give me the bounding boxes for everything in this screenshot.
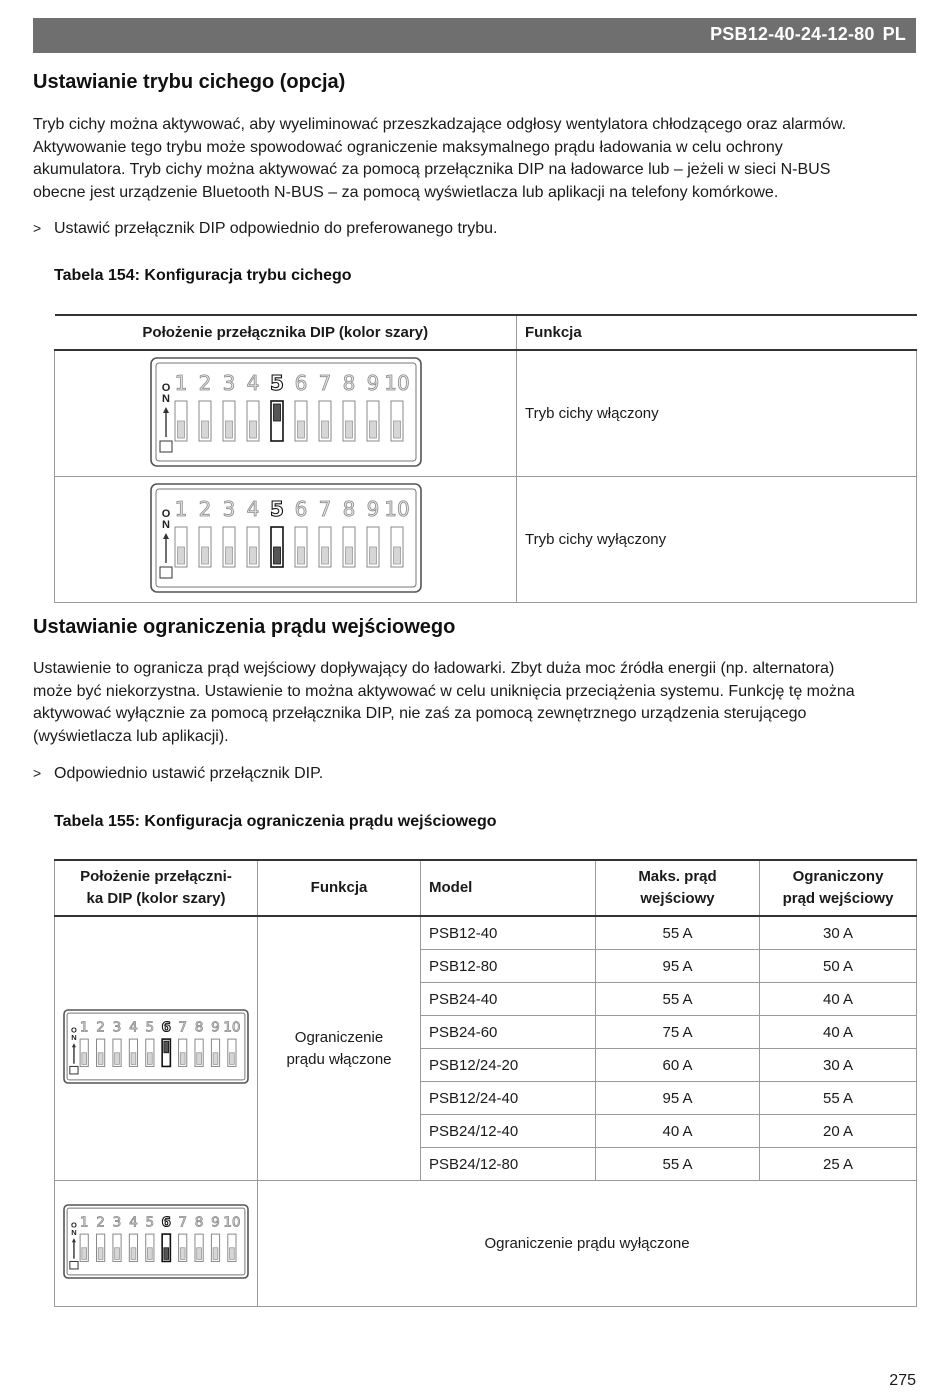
- dip-switch-lever: [98, 1248, 103, 1260]
- dip-reference-box: [70, 1066, 78, 1074]
- limited-current-cell: 20 A: [760, 1115, 917, 1148]
- dip-switch-lever: [164, 1248, 169, 1260]
- dip-on-label-letter: O: [161, 507, 170, 520]
- dip-switch-lever: [180, 1053, 185, 1065]
- dip-number-label: 7: [178, 1214, 188, 1231]
- dip-switch-lever: [345, 547, 352, 564]
- header-line: Ograniczony: [792, 868, 884, 885]
- section1-bullet: [33, 220, 498, 238]
- dip-reference-box: [160, 567, 172, 578]
- table155-caption: Tabela 155: Konfiguracja ograniczenia prądu wejściowego: [54, 813, 497, 830]
- function-cell: Ograniczenie prądu wyłączone: [258, 1181, 917, 1307]
- header-line: prąd wejściowy: [782, 890, 894, 907]
- limited-current-cell: 55 A: [760, 1082, 917, 1115]
- max-current-cell: 75 A: [596, 1016, 760, 1049]
- dip-number-label: 10: [223, 1019, 241, 1036]
- model-cell: PSB24/12-40: [421, 1115, 596, 1148]
- dip-number-label: 4: [129, 1019, 138, 1036]
- dip-switch-lever: [297, 421, 304, 438]
- dip-number-label: 3: [222, 370, 235, 395]
- col-header-dip: Położenie przełącznika DIP (kolor szary): [55, 315, 517, 350]
- dip-on-label-letter: O: [71, 1025, 77, 1035]
- dip-switch-lever: [197, 1053, 202, 1065]
- dip-switch-lever: [230, 1248, 235, 1260]
- col-header-max-current: [596, 860, 760, 916]
- para-line: może być niekorzystna. Ustawienie to można aktywować w celu uniknięcia przeciążenia systemu. Funkcję tę można: [33, 682, 855, 700]
- dip-number-label: 7: [318, 496, 331, 521]
- header-line: Położenie przełączni-: [80, 868, 232, 885]
- dip-number-label: 10: [383, 370, 410, 395]
- dip-switch-diagram: [63, 1009, 249, 1084]
- dip-outer-frame: [64, 1010, 248, 1083]
- dip-switch-lever: [147, 1248, 152, 1260]
- dip-number-label: 7: [318, 370, 331, 395]
- dip-number-label: 9: [366, 370, 379, 395]
- section1-heading: Ustawianie trybu cichego (opcja): [33, 71, 346, 93]
- section2-paragraph: [33, 658, 918, 749]
- table-154: [54, 314, 917, 603]
- dip-number-label: 2: [198, 496, 211, 521]
- model-cell: PSB12-80: [421, 950, 596, 983]
- limited-current-cell: 25 A: [760, 1148, 917, 1181]
- dip-switch-lever: [177, 547, 184, 564]
- para-line: Aktywowanie tego trybu może spowodować ograniczenie maksymalnego prądu ładowania w celu ochrony: [33, 138, 783, 156]
- dip-number-label: 2: [198, 370, 211, 395]
- dip-switch-lever: [369, 547, 376, 564]
- col-header-model: Model: [421, 860, 596, 916]
- dip-switch-lever: [249, 547, 256, 564]
- dip-number-label: 5: [269, 496, 284, 521]
- function-cell: Tryb cichy włączony: [517, 350, 917, 477]
- dip-switch-lever: [273, 547, 280, 564]
- dip-cell: [55, 916, 258, 1181]
- dip-number-label: 8: [194, 1214, 204, 1231]
- model-cell: PSB24/12-80: [421, 1148, 596, 1181]
- dip-switch-lever: [82, 1248, 87, 1260]
- bullet-marker: >: [33, 220, 42, 236]
- para-line: aktywować wyłącznie za pomocą przełącznika DIP, nie zaś za pomocą zewnętrznego urządzenia sterującego: [33, 705, 807, 723]
- dip-number-label: 1: [79, 1214, 89, 1231]
- col-header-function: Funkcja: [517, 315, 917, 350]
- dip-switch-lever: [225, 547, 232, 564]
- dip-switch-lever: [213, 1053, 218, 1065]
- max-current-cell: 40 A: [596, 1115, 760, 1148]
- table-row: [55, 350, 917, 477]
- dip-number-label: 2: [96, 1019, 105, 1036]
- dip-number-label: 4: [246, 370, 259, 395]
- dip-cell: [55, 1181, 258, 1307]
- model-cell: PSB24-60: [421, 1016, 596, 1049]
- dip-switch-lever: [82, 1053, 87, 1065]
- max-current-cell: 95 A: [596, 1082, 760, 1115]
- col-header-function: Funkcja: [258, 860, 421, 916]
- dip-switch-lever: [297, 547, 304, 564]
- dip-switch-lever: [197, 1248, 202, 1260]
- dip-number-label: 8: [342, 370, 355, 395]
- page-number: 275: [889, 1372, 916, 1389]
- dip-on-label-letter: O: [161, 381, 170, 394]
- model-cell: PSB24-40: [421, 983, 596, 1016]
- col-header-dip: [55, 860, 258, 916]
- dip-number-label: 1: [174, 496, 187, 521]
- dip-number-label: 7: [178, 1019, 188, 1036]
- product-name: PSB12-40-24-12-80: [710, 24, 875, 44]
- dip-reference-box: [160, 441, 172, 452]
- max-current-cell: 55 A: [596, 983, 760, 1016]
- dip-number-label: 10: [223, 1214, 241, 1231]
- max-current-cell: 55 A: [596, 1148, 760, 1181]
- dip-outer-frame: [64, 1205, 248, 1278]
- para-line: obecne jest urządzenie Bluetooth N-BUS – za pomocą wyświetlacza lub aplikacji na telefony komórkowe.: [33, 184, 779, 202]
- function-line: prądu włączone: [286, 1050, 392, 1068]
- para-line: akumulatora. Tryb cichy można aktywować za pomocą przełącznika DIP na ładowarce lub – jeżeli w sieci N-BUS: [33, 161, 831, 179]
- dip-switch-lever: [273, 404, 280, 421]
- dip-number-label: 8: [194, 1019, 204, 1036]
- col-header-limited-current: [760, 860, 917, 916]
- section2-bullet: [33, 765, 323, 783]
- dip-number-label: 3: [112, 1214, 122, 1231]
- header-line: Maks. prąd: [638, 868, 717, 885]
- dip-number-label: 5: [269, 370, 284, 395]
- dip-switch-lever: [393, 421, 400, 438]
- dip-number-label: 2: [96, 1214, 105, 1231]
- dip-number-label: 9: [211, 1019, 220, 1036]
- limited-current-cell: 40 A: [760, 983, 917, 1016]
- dip-on-label-letter: N: [71, 1032, 77, 1042]
- dip-switch-lever: [345, 421, 352, 438]
- bullet-marker: >: [33, 765, 42, 781]
- dip-on-label-letter: N: [161, 518, 170, 531]
- dip-number-label: 1: [174, 370, 187, 395]
- dip-switch-lever: [321, 547, 328, 564]
- dip-switch-lever: [164, 1041, 169, 1053]
- dip-on-label-letter: N: [71, 1227, 77, 1237]
- dip-switch-lever: [321, 421, 328, 438]
- model-cell: PSB12/24-20: [421, 1049, 596, 1082]
- para-line: (wyświetlacza lub aplikacji).: [33, 728, 229, 746]
- dip-number-label: 6: [161, 1214, 172, 1231]
- dip-switch-diagram: [150, 483, 422, 593]
- dip-outer-frame: [151, 484, 421, 592]
- language-code: PL: [882, 24, 906, 44]
- para-line: Tryb cichy można aktywować, aby wyeliminować przeszkadzające odgłosy wentylatora chłodzącego oraz alarmów.: [33, 116, 847, 133]
- dip-switch-lever: [230, 1053, 235, 1065]
- header-bar: [33, 18, 916, 53]
- header-title: [710, 24, 906, 45]
- limited-current-cell: 40 A: [760, 1016, 917, 1049]
- dip-switch-lever: [115, 1053, 120, 1065]
- model-cell: PSB12-40: [421, 916, 596, 950]
- dip-switch-lever: [213, 1248, 218, 1260]
- dip-number-label: 9: [366, 496, 379, 521]
- dip-cell: [55, 350, 517, 477]
- function-cell: Tryb cichy wyłączony: [517, 477, 917, 603]
- limited-current-cell: 30 A: [760, 916, 917, 950]
- dip-switch-lever: [177, 421, 184, 438]
- dip-number-label: 8: [342, 496, 355, 521]
- dip-number-label: 1: [79, 1019, 89, 1036]
- section1-paragraph: [33, 114, 918, 205]
- limited-current-cell: 30 A: [760, 1049, 917, 1082]
- dip-switch-lever: [180, 1248, 185, 1260]
- dip-switch-lever: [249, 421, 256, 438]
- dip-switch-lever: [225, 421, 232, 438]
- max-current-cell: 95 A: [596, 950, 760, 983]
- dip-switch-lever: [131, 1053, 136, 1065]
- dip-on-label-letter: N: [161, 392, 170, 405]
- dip-switch-lever: [115, 1248, 120, 1260]
- dip-number-label: 10: [383, 496, 410, 521]
- dip-number-label: 4: [246, 496, 259, 521]
- dip-number-label: 9: [211, 1214, 220, 1231]
- dip-switch-lever: [201, 547, 208, 564]
- model-cell: PSB12/24-40: [421, 1082, 596, 1115]
- section2-heading: Ustawianie ograniczenia prądu wejściowego: [33, 616, 456, 638]
- limited-current-cell: 50 A: [760, 950, 917, 983]
- dip-number-label: 5: [145, 1019, 155, 1036]
- table-row: [55, 916, 917, 950]
- dip-on-label-letter: O: [71, 1220, 77, 1230]
- function-cell: [258, 916, 421, 1181]
- dip-switch-lever: [201, 421, 208, 438]
- bullet-text: Ustawić przełącznik DIP odpowiednio do preferowanego trybu.: [54, 220, 498, 237]
- max-current-cell: 60 A: [596, 1049, 760, 1082]
- dip-cell: [55, 477, 517, 603]
- table-155: [54, 859, 917, 1307]
- dip-switch-diagram: [150, 357, 422, 467]
- table-row: [55, 1181, 917, 1307]
- dip-number-label: 6: [294, 496, 307, 521]
- dip-switch-lever: [98, 1053, 103, 1065]
- dip-number-label: 3: [222, 496, 235, 521]
- dip-number-label: 5: [145, 1214, 155, 1231]
- dip-number-label: 6: [294, 370, 307, 395]
- dip-number-label: 6: [161, 1019, 172, 1036]
- max-current-cell: 55 A: [596, 916, 760, 950]
- dip-number-label: 4: [129, 1214, 138, 1231]
- dip-switch-lever: [369, 421, 376, 438]
- dip-switch-lever: [393, 547, 400, 564]
- header-line: wejściowy: [640, 890, 715, 907]
- dip-reference-box: [70, 1261, 78, 1269]
- header-line: ka DIP (kolor szary): [86, 890, 226, 907]
- table-row: [55, 477, 917, 603]
- para-line: Ustawienie to ogranicza prąd wejściowy dopływający do ładowarki. Zbyt duża moc źródła energii (np. alternatora): [33, 660, 835, 677]
- dip-outer-frame: [151, 358, 421, 466]
- dip-number-label: 3: [112, 1019, 122, 1036]
- function-line: Ograniczenie: [294, 1028, 384, 1046]
- dip-switch-lever: [131, 1248, 136, 1260]
- dip-switch-lever: [147, 1053, 152, 1065]
- dip-switch-diagram: [63, 1204, 249, 1279]
- bullet-text: Odpowiednio ustawić przełącznik DIP.: [54, 765, 324, 782]
- table154-caption: Tabela 154: Konfiguracja trybu cichego: [54, 267, 352, 284]
